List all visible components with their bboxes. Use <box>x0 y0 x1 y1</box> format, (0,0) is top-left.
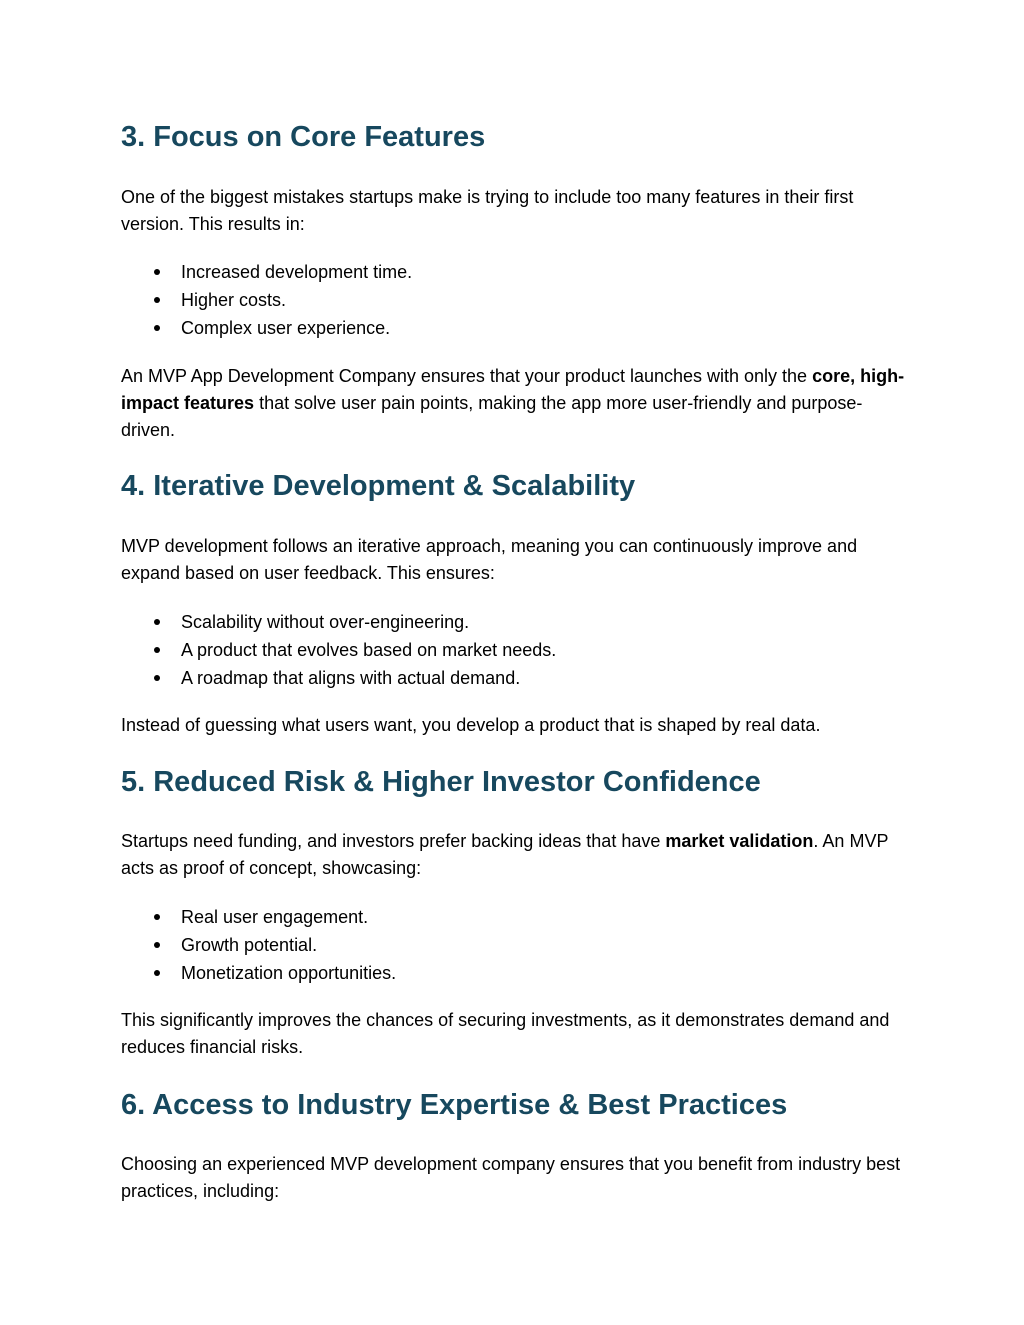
section-5-intro: Startups need funding, and investors prefer backing ideas that have market validation. An MVP acts as proof of concept, showcasing: <box>121 831 889 878</box>
section-4-outro: Instead of guessing what users want, you develop a product that is shaped by real data. <box>121 715 821 735</box>
list-item: Complex user experience. <box>121 314 412 342</box>
bullet-icon <box>154 970 160 976</box>
list-item: Higher costs. <box>121 286 412 314</box>
list-item: Real user engagement. <box>121 903 396 931</box>
section-3-bullet-list <box>121 258 412 342</box>
bullet-icon <box>154 914 160 920</box>
bold-phrase: market validation <box>665 831 814 851</box>
section-4-intro: MVP development follows an iterative approach, meaning you can continuously improve and expand based on user feedback. This ensures: <box>121 536 858 583</box>
bold-phrase: core, high-impact features <box>121 366 905 413</box>
section-5-heading: 5. Reduced Risk & Higher Investor Confidence <box>121 766 761 798</box>
section-6-intro: Choosing an experienced MVP development company ensures that you benefit from industry best practices, including: <box>121 1154 901 1201</box>
section-3-heading: 3. Focus on Core Features <box>121 121 486 153</box>
bullet-icon <box>154 269 160 275</box>
section-4-bullet-list <box>121 608 556 692</box>
list-item: A product that evolves based on market needs. <box>121 636 556 664</box>
list-item: Growth potential. <box>121 931 396 959</box>
section-3-outro: An MVP App Development Company ensures that your product launches with only the core, high-impact features that solve user pain points, making the app more user-friendly and purpose-driven. <box>121 366 905 440</box>
bullet-icon <box>154 619 160 625</box>
section-5-outro: This significantly improves the chances of securing investments, as it demonstrates demand and reduces financial risks. <box>121 1010 890 1057</box>
bullet-icon <box>154 297 160 303</box>
bullet-icon <box>154 325 160 331</box>
list-item: Monetization opportunities. <box>121 959 396 987</box>
section-6-heading: 6. Access to Industry Expertise & Best Practices <box>121 1089 788 1121</box>
bullet-icon <box>154 647 160 653</box>
bullet-icon <box>154 942 160 948</box>
list-item: A roadmap that aligns with actual demand. <box>121 664 556 692</box>
list-item: Scalability without over-engineering. <box>121 608 556 636</box>
section-5-bullet-list <box>121 903 396 987</box>
bullet-icon <box>154 675 160 681</box>
section-4-heading: 4. Iterative Development & Scalability <box>121 470 636 502</box>
section-3-intro: One of the biggest mistakes startups make is trying to include too many features in their first version. This results in: <box>121 187 854 234</box>
list-item: Increased development time. <box>121 258 412 286</box>
